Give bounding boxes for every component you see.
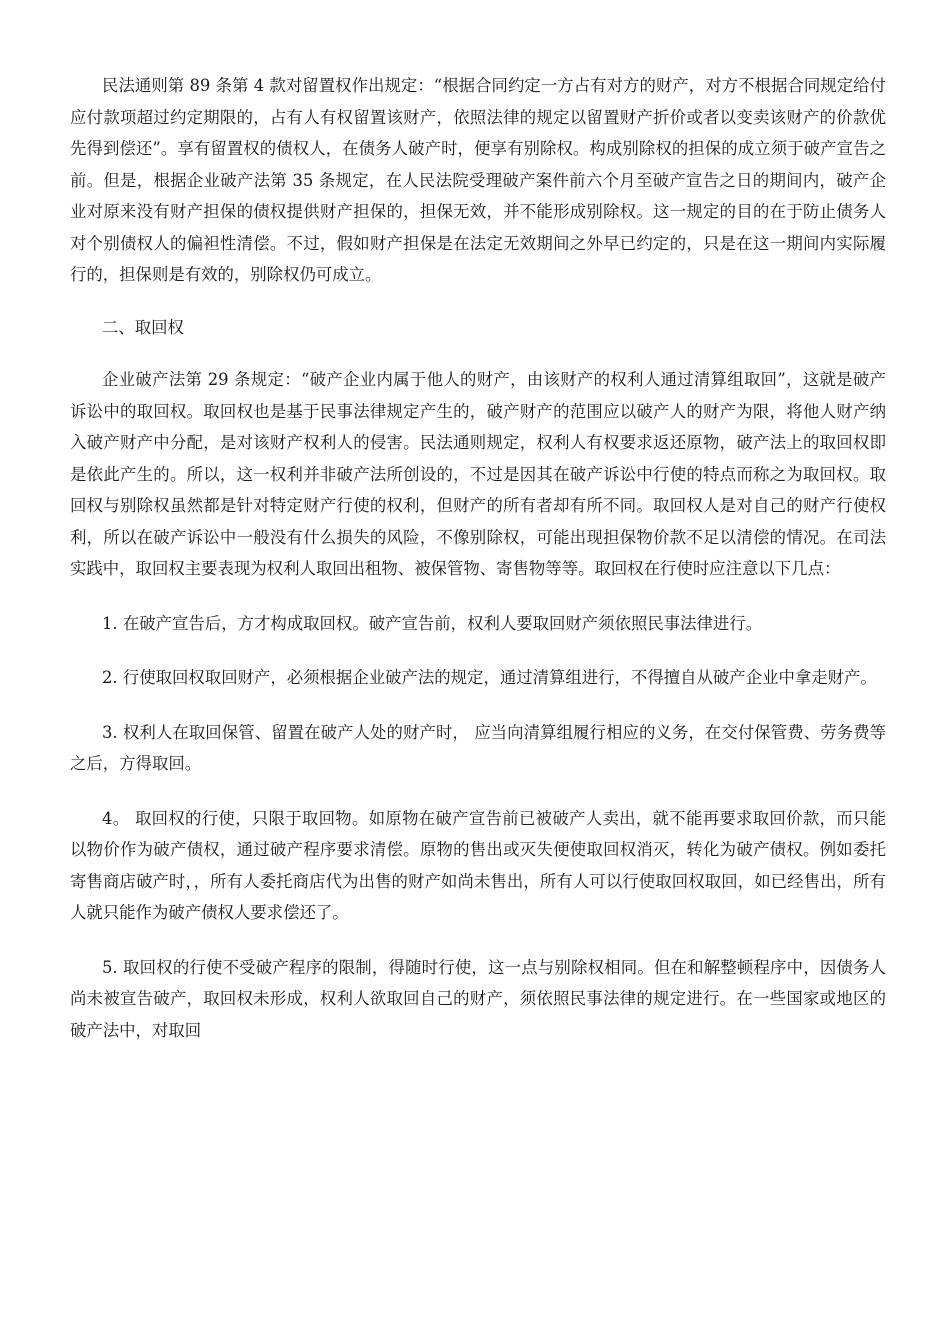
list-item-1: 1. 在破产宣告后，方才构成取回权。破产宣告前，权利人要取回财产须依照民事法律进行。 (102, 613, 763, 633)
document-page (70, 70, 886, 1046)
list-item-5: 5. 取回权的行使不受破产程序的限制，得随时行使，这一点与别除权相同。但在和解整顿程序中，因债务人尚未被宣告破产，取回权未形成，权利人欲取回自己的财产，须依照民事法律的规定进行。在一些国家或地区的破产法中，对取回 (70, 957, 886, 1040)
paragraph-repossession: 企业破产法第 29 条规定：“破产企业内属于他人的财产，由该财产的权利人通过清算组取回”，这就是破产诉讼中的取回权。取回权也是基于民事法律规定产生的，破产财产的范围应以破产人的财产为限，将他人财产纳入破产财产中分配，是对该财产权利人的侵害。民法通则规定，权利人有权要求返还原物，破产法上的取回权即是依此产生的。所以，这一权利并非破产法所创设的，不过是因其在破产诉讼中行使的特点而称之为取回权。取回权与别除权虽然都是针对特定财产行使的权利，但财产的所有者却有所不同。取回权人是对自己的财产行使权利，所以在破产诉讼中一般没有什么损失的风险，不像别除权，可能出现担保物价款不足以清偿的情况。在司法实践中，取回权主要表现为权利人取回出租物、被保管物、寄售物等等。取回权在行使时应注意以下几点： (70, 370, 886, 578)
list-item-2: 2. 行使取回权取回财产，必须根据企业破产法的规定，通过清算组进行，不得擅自从破产企业中拿走财产。 (102, 668, 877, 687)
list-item-4: 4。 取回权的行使，只限于取回物。如原物在破产宣告前已被破产人卖出，就不能再要求取回价款，而只能以物价作为破产债权，通过破产程序要求清偿。原物的售出或灭失便使取回权消灭，转化为破产债权。例如委托寄售商店破产时，，所有人委托商店代为出售的财产如尚未售出，所有人可以行使取回权取回，如已经售出，所有人就只能作为破产债权人要求偿还了。 (70, 808, 886, 922)
paragraph-lien: 民法通则第 89 条第 4 款对留置权作出规定：“根据合同约定一方占有对方的财产，对方不根据合同规定给付应付款项超过约定期限的，占有人有权留置该财产，依照法律的规定以留置财产折价或者以变卖该财产的价款优先得到偿还”。享有留置权的债权人，在债务人破产时，便享有别除权。构成别除权的担保的成立须于破产宣告之前。但是，根据企业破产法第 35 条规定，在人民法院受理破产案件前六个月至破产宣告之日的期间内，破产企业对原来没有财产担保的债权提供财产担保的，担保无效，并不能形成别除权。这一规定的目的在于防止债务人对个别债权人的偏袒性清偿。不过，假如财产担保是在法定无效期间之外早已约定的，只是在这一期间内实际履行的，担保则是有效的，别除权仍可成立。 (70, 76, 886, 284)
section-heading: 二、取回权 (102, 317, 184, 337)
list-item-3: 3. 权利人在取回保管、留置在破产人处的财产时， 应当向清算组履行相应的义务，在交付保管费、劳务费等之后，方得取回。 (70, 722, 886, 773)
